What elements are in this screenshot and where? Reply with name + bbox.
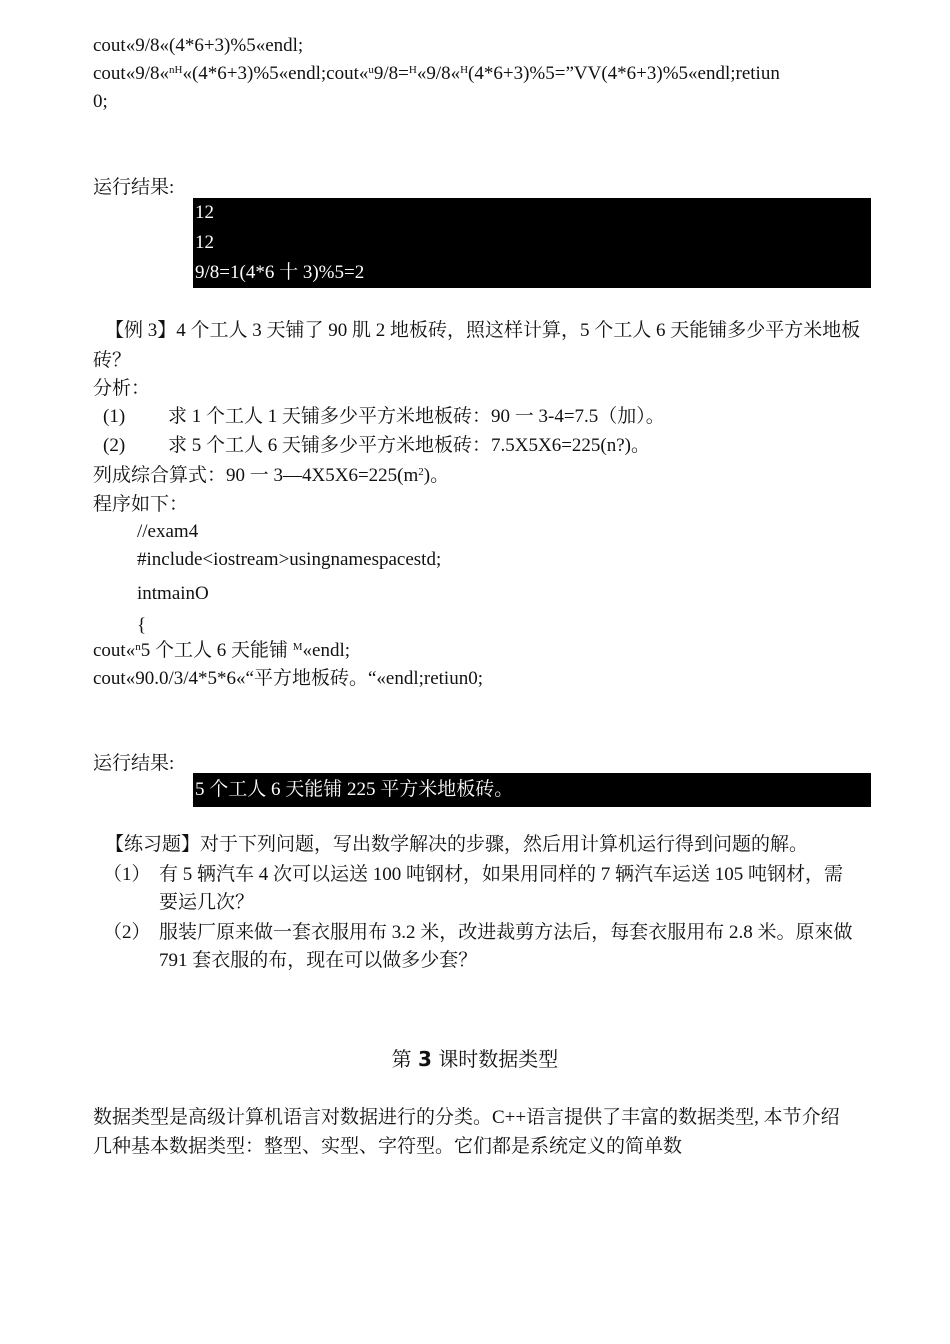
code-line: cout«90.0/3/4*5*6«“平方地板砖。“«endl;retiun0; [93, 668, 483, 689]
code-superscript: H [460, 64, 469, 76]
result-label: 运行结果: [93, 177, 175, 198]
step-text: 求 5 个工人 6 天铺多少平方米地板砖：7.5X5X6=225(n?)。 [168, 435, 650, 456]
code-fragment: (4*6+3)%5=”VV(4*6+3)%5«endl;retiun [468, 63, 780, 84]
code-line [93, 60, 780, 88]
program-label: 程序如下： [93, 494, 189, 515]
console-line: 9/8=1(4*6 十 3)%5=2 [195, 262, 365, 283]
code-line [93, 637, 350, 665]
step-number: (2) [103, 435, 126, 456]
code-line: 0; [93, 91, 108, 112]
code-superscript: H [408, 64, 417, 76]
console-line: 12 [195, 232, 214, 253]
analysis-label: 分析： [93, 378, 151, 399]
console-line: 12 [195, 202, 214, 223]
analysis-step [103, 403, 665, 431]
step-number: (1) [103, 406, 126, 427]
question-number: （1） [103, 864, 151, 885]
code-fragment: «9/8« [416, 63, 461, 84]
code-superscript: n [135, 641, 141, 653]
example-text: 砖？ [93, 350, 132, 371]
heading-fragment: 第 [391, 1047, 412, 1071]
code-fragment: «endl; [302, 640, 351, 661]
question-text: 有 5 辆汽车 4 次可以运送 100 吨钢材，如果用同样的 7 辆汽车运送 105 吨钢材，需 [159, 864, 844, 885]
code-fragment: cout« [93, 640, 136, 661]
code-fragment: «(4*6+3)%5«endl;cout« [182, 63, 369, 84]
console-line: 5 个工人 6 天能铺 225 平方米地板砖。 [195, 779, 514, 800]
question-number: （2） [103, 922, 151, 943]
exercise-question [103, 919, 853, 947]
question-text: 791 套衣服的布，现在可以做多少套？ [159, 950, 478, 971]
paragraph-line: 几种基本数据类型：整型、实型、字符型。它们都是系统定义的简单数 [93, 1136, 683, 1157]
code-line: //exam4 [137, 521, 199, 542]
console-output [193, 773, 871, 807]
exercise-question [103, 861, 843, 889]
step-text: 求 1 个工人 1 天铺多少平方米地板砖：90 一 3-4=7.5（加）。 [168, 406, 665, 427]
code-line: cout«9/8«(4*6+3)%5«endl; [93, 35, 304, 56]
code-fragment: 5 个工人 6 天能铺 [140, 640, 293, 661]
formula-superscript: 2 [418, 466, 424, 478]
code-superscript: u [368, 64, 374, 76]
result-label: 运行结果: [93, 753, 175, 774]
code-line: { [137, 615, 147, 636]
heading-number: 3 [418, 1047, 432, 1071]
code-fragment: cout«9/8« [93, 63, 169, 84]
section-heading [0, 1043, 950, 1072]
analysis-step [103, 432, 650, 460]
code-superscript: nH [169, 64, 183, 76]
code-line: intmainO [137, 583, 209, 604]
formula-fragment: 列成综合算式：90 一 3—4X5X6=225(m [93, 465, 419, 486]
formula-fragment: )。 [423, 465, 450, 486]
code-fragment: 9/8= [373, 63, 409, 84]
code-superscript: M [292, 641, 303, 653]
paragraph-line: 数据类型是高级计算机语言对数据进行的分类。C++语言提供了丰富的数据类型, 本节介绍 [93, 1107, 840, 1128]
question-text: 服装厂原来做一套衣服用布 3.2 米，改进裁剪方法后，每套衣服用布 2.8 米。原來做 [159, 922, 853, 943]
exercise-title: 【练习题】对于下列问题，写出数学解决的步骤，然后用计算机运行得到问题的解。 [105, 834, 809, 855]
question-text: 要运几次？ [159, 892, 255, 913]
console-output [193, 198, 871, 288]
code-line: #include<iostream>usingnamespacestd; [137, 549, 442, 570]
heading-fragment: 课时数据类型 [438, 1047, 559, 1071]
example-title: 【例 3】4 个工人 3 天铺了 90 肌 2 地板砖，照这样计算，5 个工人 6 天能铺多少平方米地板 [105, 320, 861, 341]
formula-line [93, 462, 449, 490]
